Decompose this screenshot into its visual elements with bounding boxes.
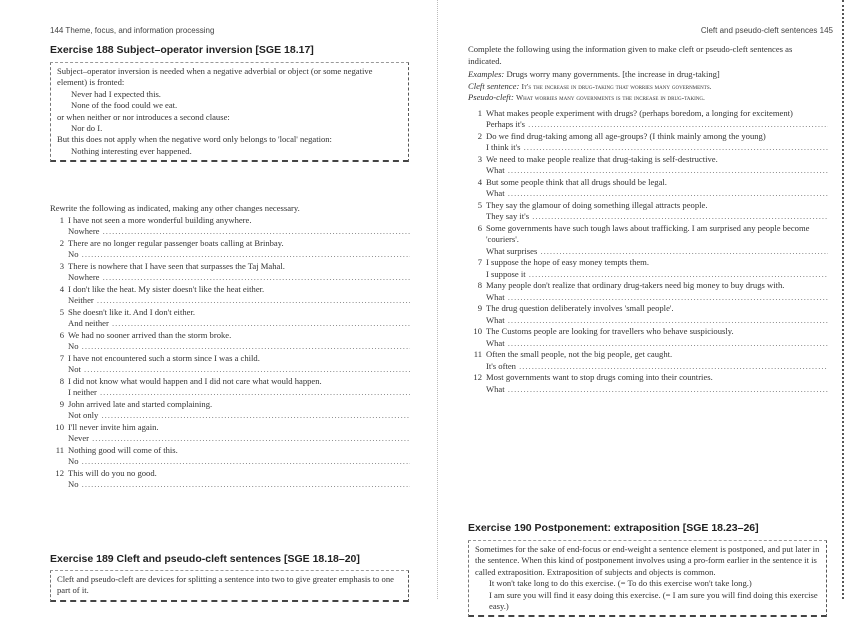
item-number: 9 [59, 398, 64, 409]
item-sentence: She doesn't like it. And I don't either. [68, 306, 195, 317]
exercise-item [468, 326, 828, 338]
exercise-item [468, 223, 828, 246]
item-sentence: I did not know what would happen and I did not care what would happen. [68, 375, 322, 386]
exercise-item [50, 353, 410, 365]
answer-line[interactable]: No ..... [50, 341, 410, 353]
item-sentence: Nothing good will come of this. [68, 444, 178, 455]
answer-line[interactable]: Nowhere ..... [50, 272, 410, 284]
item-number: 5 [477, 199, 482, 210]
item-number: 3 [59, 260, 64, 271]
page-edge [842, 0, 844, 599]
item-sentence: John arrived late and started complaining. [68, 398, 213, 409]
item-sentence: They say the glamour of doing something illegal attracts people. [486, 199, 708, 210]
answer-line[interactable]: Perhaps it's ..... [468, 119, 828, 131]
exercise-188-body [50, 203, 410, 491]
example: Nor do I. [71, 123, 103, 134]
answer-line[interactable]: I suppose it ..... [468, 269, 828, 281]
right-page [468, 0, 833, 612]
item-sentence: I suppose the hope of easy money tempts them. [486, 257, 650, 267]
item-sentence: This will do you no good. [68, 467, 157, 478]
item-number: 6 [59, 329, 64, 340]
answer-line[interactable]: What ..... [468, 292, 828, 304]
answer-line[interactable]: What surprises ..... [468, 246, 828, 258]
label: Examples: [468, 69, 505, 79]
item-sentence: We need to make people realize that drug-taking is self-destructive. [486, 153, 718, 164]
answer-line[interactable]: What ..... [468, 188, 828, 200]
answer-line[interactable]: What ..... [468, 338, 828, 350]
exercise-item [50, 376, 410, 388]
exercise-item [50, 307, 410, 319]
item-number: 1 [59, 214, 64, 225]
answer-line[interactable]: What ..... [468, 315, 828, 327]
answer-line[interactable]: What ..... [468, 165, 828, 177]
item-sentence: There is nowhere that I have seen that surpasses the Taj Mahal. [68, 260, 285, 271]
item-number: 1 [477, 107, 482, 118]
answer-line[interactable]: They say it's ..... [468, 211, 828, 223]
exercise-item [468, 257, 828, 269]
exercise-item [50, 422, 410, 434]
instruction: Rewrite the following as indicated, making any other changes necessary. [50, 203, 300, 213]
item-number: 5 [59, 306, 64, 317]
example: Nothing interesting ever happened. [71, 145, 192, 156]
explanation-box-2 [50, 570, 409, 602]
exercise-item [468, 131, 828, 143]
item-number: 8 [59, 375, 64, 386]
explanation-box-3 [468, 540, 827, 617]
item-number: 11 [473, 349, 482, 359]
exercise-item [468, 200, 828, 212]
exercise-item [50, 261, 410, 273]
example: Drugs worry many governments. [the increase in drug-taking] [506, 69, 720, 79]
answer-line[interactable]: What ..... [468, 384, 828, 396]
example: It won't take long to do this exercise. (= To do this exercise won't take long.) [489, 578, 752, 589]
item-number: 8 [477, 280, 482, 290]
exercise-item [50, 215, 410, 227]
answer-line[interactable]: No ..... [50, 249, 410, 261]
exercise-item [468, 372, 828, 384]
item-sentence: I have not seen a more wonderful building anywhere. [68, 214, 252, 225]
item-sentence: Do we find drug-taking among all age-groups? (I think mainly among the young) [486, 130, 766, 141]
exercise-item [468, 280, 828, 292]
item-number: 12 [55, 467, 64, 478]
answer-line[interactable]: Not only ..... [50, 410, 410, 422]
item-sentence: The Customs people are looking for travellers who behave suspiciously. [486, 326, 734, 336]
answer-line[interactable]: I think it's ..... [468, 142, 828, 154]
exercise-item [468, 108, 828, 120]
exercise-item [468, 349, 828, 361]
item-number: 10 [473, 326, 482, 336]
item-sentence: Often the small people, not the big people, get caught. [486, 349, 673, 359]
item-number: 7 [477, 257, 482, 267]
label: Pseudo-cleft: [468, 92, 514, 102]
item-number: 7 [59, 352, 64, 363]
exercise-190-title: Exercise 190 Postponement: extraposition [SGE 18.23–26] [468, 522, 759, 534]
answer-line[interactable]: Never ..... [50, 433, 410, 445]
exercise-item [50, 468, 410, 480]
box-text: Subject–operator inversion is needed when a negative adverbial or object (or some negative element) is fronted: [57, 66, 373, 88]
answer-line[interactable]: And neither ..... [50, 318, 410, 330]
item-number: 3 [477, 153, 482, 164]
item-sentence: But some people think that all drugs should be legal. [486, 176, 667, 187]
box-text: But this does not apply when the negative word only belongs to 'local' negation: [57, 134, 332, 145]
item-sentence: I don't like the heat. My sister doesn't like the heat either. [68, 283, 265, 294]
box-text: or when neither or nor introduces a second clause: [57, 111, 230, 122]
exercise-189-title: Exercise 189 Cleft and pseudo-cleft sentences [SGE 18.18–20] [50, 553, 360, 565]
box-text: Sometimes for the sake of end-focus or end-weight a sentence element is postponed, and put later in the sentence. When this kind of postponement involves using a pro-form earlier in the sentence it is called extraposition. Extraposition of subjects and objects is common. [475, 544, 820, 577]
instruction: Complete the following using the information given to make cleft or pseudo-cleft sentences as indicated. [468, 44, 793, 66]
answer-line[interactable]: It's often ..... [468, 361, 828, 373]
exercise-item [50, 445, 410, 457]
item-sentence: Many people don't realize that ordinary drug-takers need big money to buy drugs with. [486, 280, 785, 290]
item-number: 11 [55, 444, 64, 455]
item-number: 2 [477, 130, 482, 141]
item-number: 9 [477, 303, 482, 313]
item-sentence: I have not encountered such a storm since I was a child. [68, 352, 260, 363]
box-text: Cleft and pseudo-cleft are devices for splitting a sentence into two to give greater emphasis to one part of it. [57, 574, 394, 596]
exercise-item [50, 238, 410, 250]
running-head: 144 Theme, focus, and information processing [50, 26, 215, 35]
item-sentence: The drug question deliberately involves 'small people'. [486, 303, 674, 313]
example: It's the increase in drug-taking that worries many governments. [521, 81, 712, 91]
exercise-item [50, 284, 410, 296]
example: I am sure you will find it easy doing this exercise. (= I am sure you will find doing this exercise easy.) [489, 589, 818, 612]
item-sentence: Some governments have such tough laws about trafficking. I am surprised any people become 'couriers'. [486, 222, 810, 244]
item-number: 4 [59, 283, 64, 294]
item-number: 2 [59, 237, 64, 248]
exercise-item [468, 177, 828, 189]
answer-line[interactable]: No ..... [50, 479, 410, 491]
left-page [50, 0, 420, 599]
exercise-188-title: Exercise 188 Subject–operator inversion [SGE 18.17] [50, 44, 314, 56]
example: None of the food could we eat. [71, 100, 178, 111]
running-head: Cleft and pseudo-cleft sentences 145 [700, 26, 833, 35]
item-number: 12 [473, 372, 482, 382]
label: Cleft sentence: [468, 80, 520, 91]
answer-line[interactable]: Neither ..... [50, 295, 410, 307]
item-sentence: There are no longer regular passenger boats calling at Brinbay. [68, 237, 284, 248]
item-sentence: What makes people experiment with drugs? (perhaps boredom, a longing for excitement) [486, 107, 793, 118]
example: What worries many governments is the increase in drug-taking. [515, 93, 705, 102]
explanation-box [50, 62, 409, 162]
item-sentence: Most governments want to stop drugs coming into their countries. [486, 372, 713, 382]
item-number: 10 [55, 421, 64, 432]
answer-line[interactable]: Nowhere ..... [50, 226, 410, 238]
exercise-item [468, 154, 828, 166]
page-gutter [437, 0, 439, 599]
exercise-189-body [468, 44, 828, 395]
example: Never had I expected this. [71, 88, 161, 99]
exercise-item [50, 330, 410, 342]
exercise-item [468, 303, 828, 315]
answer-line[interactable]: No ..... [50, 456, 410, 468]
answer-line[interactable]: Not ..... [50, 364, 410, 376]
exercise-item [50, 399, 410, 411]
item-number: 6 [477, 222, 482, 233]
item-sentence: We had no sooner arrived than the storm broke. [68, 329, 232, 340]
answer-line[interactable]: I neither ..... [50, 387, 410, 399]
item-sentence: I'll never invite him again. [68, 421, 159, 432]
item-number: 4 [477, 176, 482, 187]
